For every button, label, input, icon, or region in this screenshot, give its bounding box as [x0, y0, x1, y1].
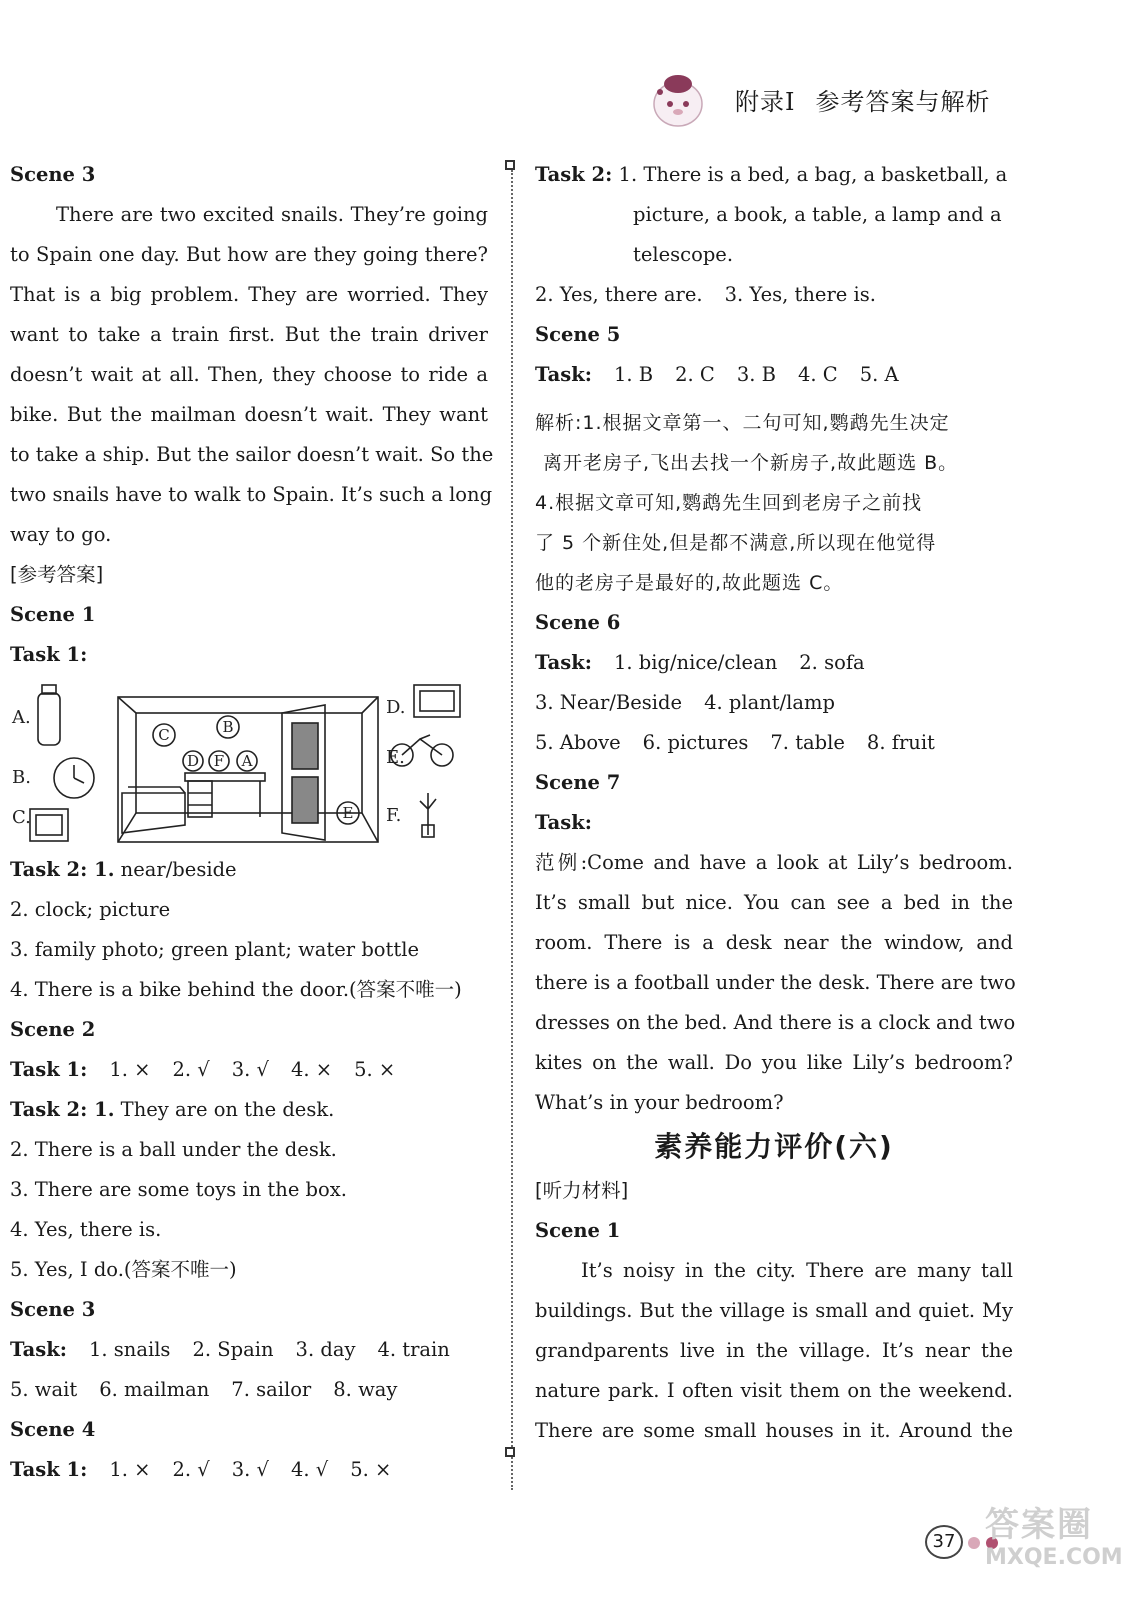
header-subtitle: 参考答案与解析	[815, 88, 991, 116]
circle-label: E	[342, 804, 354, 822]
answer-line: 2. clock; picture	[10, 898, 171, 921]
answer-line: Task 2: 1. near/beside	[10, 858, 237, 881]
column-divider	[511, 170, 513, 1490]
figure-label-a: A.	[12, 707, 31, 728]
answer-line: 2. There is a ball under the desk.	[10, 1138, 337, 1161]
passage-line: to Spain one day. But how are they going there?	[10, 243, 488, 266]
scene-heading: Scene 1	[10, 603, 96, 626]
figure-label-f: F.	[386, 805, 402, 826]
circle-label: C	[158, 726, 170, 744]
answer-line: Task 2: 1. They are on the desk.	[10, 1098, 335, 1121]
answer-line: 4. There is a bike behind the door.(答案不唯一)	[10, 978, 462, 1001]
task-label: Task 1:	[10, 643, 88, 666]
watermark	[985, 1505, 1123, 1571]
analysis-line: 4.根据文章可知,鹦鹉先生回到老房子之前找	[535, 492, 923, 514]
listening-label: [听力材料]	[535, 1179, 629, 1202]
passage-line: buildings. But the village is small and quiet. My	[535, 1299, 1013, 1322]
scene-heading: Scene 1	[535, 1219, 621, 1242]
answer-line: 5. Above 6. pictures 7. table 8. fruit	[535, 731, 935, 754]
task-label: Task:	[535, 811, 592, 834]
analysis-line: 解析:1.根据文章第一、二句可知,鹦鹉先生决定	[535, 412, 950, 434]
circle-label: A	[241, 752, 253, 770]
page-dot	[968, 1537, 980, 1549]
example-line: kites on the wall. Do you like Lily’s bedroom?	[535, 1051, 1013, 1074]
divider-mark-bottom	[505, 1447, 515, 1457]
watermark-logo: 答案圈	[985, 1505, 1093, 1545]
scene-heading: Scene 6	[535, 611, 621, 634]
analysis-line: 离开老房子,飞出去找一个新房子,故此题选 B。	[543, 452, 959, 474]
circle-label: F	[213, 752, 225, 770]
watermark-url: MXQE.COM	[985, 1545, 1123, 1570]
passage-line: two snails have to walk to Spain. It’s such a long	[10, 483, 493, 506]
figure-label-c: C.	[12, 807, 31, 828]
answer-line: telescope.	[633, 243, 734, 266]
circle-label: B	[222, 718, 234, 736]
passage-line: grandparents live in the village. It’s near the	[535, 1339, 1013, 1362]
passage-line: bike. But the mailman doesn’t wait. They want	[10, 403, 488, 426]
answer-line: 3. family photo; green plant; water bottle	[10, 938, 419, 961]
answer-line: picture, a book, a table, a lamp and a	[633, 203, 1002, 226]
header-title	[735, 82, 990, 117]
circle-label: D	[186, 752, 200, 770]
room-figure	[10, 675, 488, 850]
mascot-icon	[650, 70, 706, 128]
passage-line: want to take a train first. But the train driver	[10, 323, 488, 346]
answer-line: Task: 1. big/nice/clean 2. sofa	[535, 651, 865, 674]
analysis-line: 他的老房子是最好的,故此题选 C。	[535, 572, 844, 594]
figure-label-e: E.	[386, 747, 405, 768]
scene-heading: Scene 3	[10, 163, 96, 186]
example-line: there is a football under the desk. There are two	[535, 971, 1016, 994]
passage-line: It’s noisy in the city. There are many tall	[581, 1259, 1013, 1282]
passage-line: doesn’t wait at all. Then, they choose to ride a	[10, 363, 488, 386]
example-line: What’s in your bedroom?	[535, 1091, 784, 1114]
header-part: 附录Ⅰ	[735, 88, 796, 116]
divider-mark-top	[505, 160, 515, 170]
scene-heading: Scene 3	[10, 1298, 96, 1321]
example-line: dresses on the bed. And there is a clock and two	[535, 1011, 1016, 1034]
passage-line: There are two excited snails. They’re going	[56, 203, 488, 226]
answer-line: 5. Yes, I do.(答案不唯一)	[10, 1258, 237, 1281]
passage-line: There are some small houses in it. Around the	[535, 1419, 1013, 1442]
answer-line: 3. There are some toys in the box.	[10, 1178, 347, 1201]
example-line: room. There is a desk near the window, and	[535, 931, 1013, 954]
scene-heading: Scene 4	[10, 1418, 96, 1441]
scene-heading: Scene 5	[535, 323, 621, 346]
answer-line: Task: 1. snails 2. Spain 3. day 4. train	[10, 1338, 450, 1361]
scene-heading: Scene 7	[535, 771, 621, 794]
answer-line: Task 2: 1. There is a bed, a bag, a basketball, a	[535, 163, 1008, 186]
page-header	[630, 68, 1070, 138]
figure-label-b: B.	[12, 767, 31, 788]
section-title: 素养能力评价(六)	[654, 1130, 894, 1163]
example-line: 范例:Come and have a look at Lily’s bedroom.	[535, 851, 1013, 874]
passage-line: to take a ship. But the sailor doesn’t wait. So the	[10, 443, 494, 466]
answer-line: 2. Yes, there are. 3. Yes, there is.	[535, 283, 876, 306]
scene-heading: Scene 2	[10, 1018, 96, 1041]
room-illustration	[10, 675, 488, 850]
answer-line: 3. Near/Beside 4. plant/lamp	[535, 691, 836, 714]
analysis-line: 了 5 个新住处,但是都不满意,所以现在他觉得	[535, 532, 937, 554]
page-number: 37	[925, 1525, 963, 1559]
figure-label-d: D.	[386, 697, 406, 718]
answer-line: 4. Yes, there is.	[10, 1218, 162, 1241]
reference-answer-label: [参考答案]	[10, 563, 104, 586]
analysis-block	[535, 403, 1013, 603]
passage-line: That is a big problem. They are worried. They	[10, 283, 488, 306]
left-column	[10, 155, 494, 1490]
answer-line: 5. wait 6. mailman 7. sailor 8. way	[10, 1378, 398, 1401]
answer-line: Task: 1. B 2. C 3. B 4. C 5. A	[535, 363, 899, 386]
example-line: It’s small but nice. You can see a bed in the	[535, 891, 1013, 914]
passage-line: nature park. I often visit them on the weekend.	[535, 1379, 1013, 1402]
passage-line: way to go.	[10, 523, 112, 546]
right-column	[535, 155, 1016, 1451]
answer-line: Task 1: 1. × 2. √ 3. √ 4. √ 5. ×	[10, 1458, 392, 1481]
answer-line: Task 1: 1. × 2. √ 3. √ 4. × 5. ×	[10, 1058, 396, 1081]
